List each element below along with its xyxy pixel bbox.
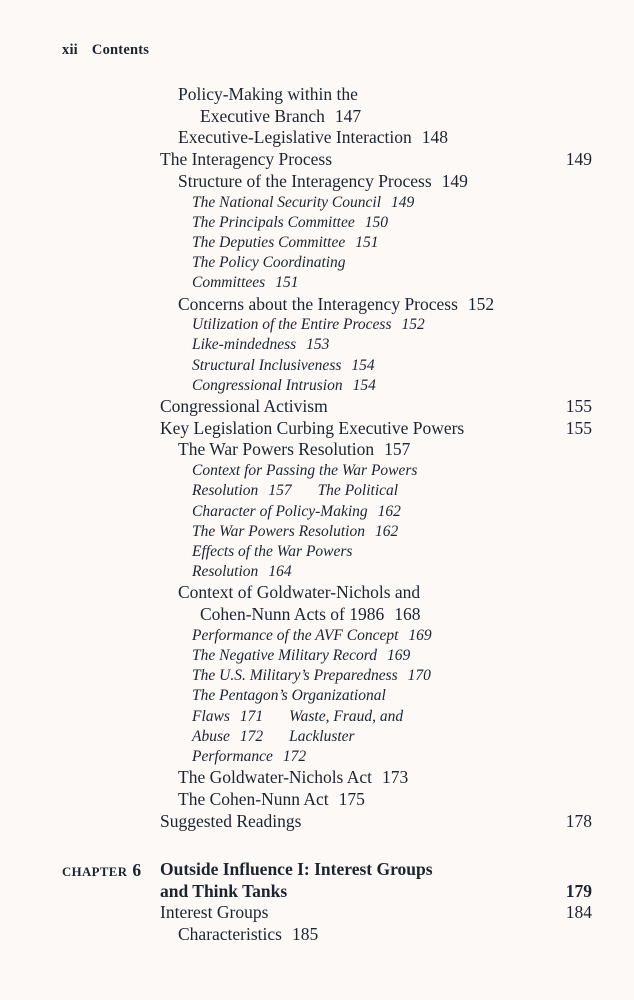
toc-entry-label: The Pentagon’s Organizational [192,687,386,705]
toc-entry-label: The War Powers Resolution [178,439,375,460]
toc-entry-label: The Interagency Process [160,149,333,170]
chapter-subentry-list [62,902,592,945]
chapter-title-text-2: and Think Tanks [160,881,288,902]
toc-entry-page-number: 157 [268,482,292,500]
toc-entry-label: The Principals Committee [192,213,355,231]
toc-entry-label: Characteristics [178,924,282,945]
toc-entry-runin-label: Waste, Fraud, and [289,707,404,725]
toc-entry-page-number: 162 [377,502,401,520]
toc-entry[interactable] [62,193,572,213]
toc-entry[interactable] [62,727,572,747]
toc-entry-label: Abuse [192,727,230,745]
toc-entry-page-number: 149 [441,170,468,191]
toc-entry[interactable] [62,233,572,253]
toc-entry-page-number: 162 [374,522,399,540]
toc-entry[interactable] [62,106,572,128]
toc-entry-label: Interest Groups [160,902,269,923]
toc-entry[interactable] [62,439,572,461]
toc-entry[interactable] [62,767,572,789]
running-head-title: Contents [91,42,150,58]
toc-entry-page-number: 173 [382,767,409,788]
toc-entry-label: Structure of the Interagency Process [178,170,432,191]
toc-entry-label: Key Legislation Curbing Executive Powers [160,417,465,438]
toc-entry-label: Like-mindedness [192,336,297,354]
toc-entry-label: Structural Inclusiveness [192,356,342,374]
toc-entry-page-number: 157 [384,439,411,460]
toc-entry[interactable] [62,810,592,833]
toc-entry[interactable] [62,626,572,646]
toc-entry-label: Context for Passing the War Powers [192,462,418,480]
toc-entry-label: Executive Branch [200,105,325,126]
toc-entry-page-number: 170 [407,667,431,685]
toc-entry-page-number: 172 [282,748,307,765]
toc-entry-page-number: 169 [408,626,432,644]
toc-entry-runin-label: Lackluster [289,727,355,745]
toc-entry[interactable] [62,646,572,666]
toc-entry-label: Congressional Activism [160,396,328,417]
toc-entry[interactable] [62,461,572,481]
chapter-entry-6[interactable] [62,858,592,945]
chapter-page-number: 179 [565,881,592,902]
running-head [62,42,149,59]
toc-entry-label: The National Security Council [192,193,381,211]
chapter-title-line-2 [62,880,592,902]
toc-entry-label: Flaws [192,707,230,725]
toc-entry-page-number: 148 [421,127,448,148]
toc-entry[interactable] [62,604,572,626]
toc-entry-label: Congressional Intrusion [192,376,343,394]
toc-entry-label: Context of Goldwater-Nichols and [178,582,421,603]
toc-entry[interactable] [62,376,572,396]
toc-entry-page-number: 147 [334,105,362,126]
toc-entry-label: Committees [192,274,266,292]
toc-entry-page-number: 149 [391,193,415,211]
toc-entry-page-number: 172 [239,727,264,745]
toc-entry-label: Character of Policy-Making [192,502,368,520]
toc-entry-label: Resolution [192,482,259,500]
chapter-label [62,859,141,883]
toc-entry-page-number: 151 [355,233,379,251]
toc-entry-page-number: 152 [467,293,495,314]
toc-entry-page-number: 153 [306,336,330,354]
toc-entry-label: The Goldwater-Nichols Act [178,767,373,788]
toc-entry[interactable] [62,562,572,582]
toc-entry-label: Cohen-Nunn Acts of 1986 [200,604,385,625]
toc-entry[interactable] [62,396,592,418]
toc-entry-label: The War Powers Resolution [192,522,365,540]
toc-entry-label: Suggested Readings [160,810,302,831]
toc-entry-page-number: 150 [364,213,388,231]
toc-entry-label: Resolution [192,563,259,581]
toc-entry[interactable] [62,666,572,686]
toc-entry-page-number: 164 [268,563,292,581]
toc-entry-label: Utilization of the Entire Process [192,316,392,334]
toc-entry-page-number-column: 149 [565,149,592,170]
toc-entry-label: Performance [192,748,273,765]
toc-entry-page-number: 168 [394,604,421,625]
toc-entry-label: The Deputies Committee [192,233,346,251]
toc-entry[interactable] [62,253,572,273]
chapter-number: 6 [132,860,142,881]
toc-entry[interactable] [62,686,572,706]
toc-entry[interactable] [62,481,572,501]
toc-entry-page-number: 171 [239,707,264,725]
toc-entry[interactable] [62,417,592,440]
toc-entry-list [62,84,592,832]
toc-entry-page-number: 185 [291,924,319,945]
toc-entry[interactable] [62,273,572,293]
toc-entry[interactable] [62,149,592,171]
toc-entry[interactable] [62,902,592,924]
toc-entry-label: Effects of the War Powers [192,542,353,560]
toc-entry-page-number-column: 178 [565,810,592,831]
toc-entry[interactable] [62,294,572,316]
toc-entry-label: The Policy Coordinating [192,254,346,272]
toc-entry-label: The U.S. Military’s Preparedness [192,667,398,685]
toc-entry[interactable] [62,171,572,193]
toc-entry-page-number: 151 [275,274,299,292]
toc-entry[interactable] [62,356,572,376]
toc-entry[interactable] [62,213,572,233]
toc-entry-page-number: 152 [401,316,425,334]
toc-entry-page-number: 154 [352,376,376,394]
toc-entry-page-number: 154 [351,356,375,374]
toc-entry[interactable] [62,84,572,106]
chapter-title-text-1: Outside Influence I: Interest Groups [160,859,433,880]
toc-entry[interactable] [62,315,572,335]
toc-entry[interactable] [62,127,572,149]
toc-entry[interactable] [62,747,572,767]
toc-entry-label: Executive-Legislative Interaction [178,127,412,148]
toc-entry-page-number-column: 155 [565,417,592,438]
toc-entry-page-number-column: 155 [565,396,592,417]
toc-entry-label: Policy-Making within the [178,84,358,104]
toc-entry[interactable] [62,502,572,522]
toc-entry-label: Concerns about the Interagency Process [178,293,458,314]
toc-entry[interactable] [62,582,572,604]
toc-entry[interactable] [62,707,572,727]
toc-entry-label: The Cohen-Nunn Act [178,788,329,809]
toc-entry[interactable] [62,542,572,562]
toc-entry-label: Performance of the AVF Concept [192,626,399,644]
folio-number: xii [62,42,78,58]
toc-entry-page-number: 175 [338,788,365,809]
toc-entry-page-number: 169 [386,646,411,664]
toc-entry-runin-label: The Political [317,482,399,500]
toc-entry-page-number-column: 184 [565,902,592,923]
toc-entry-label: The Negative Military Record [192,646,377,664]
table-of-contents [62,84,592,946]
toc-entry[interactable] [62,335,572,355]
toc-entry[interactable] [62,789,572,811]
toc-entry[interactable] [62,522,572,542]
toc-entry[interactable] [62,924,572,946]
chapter-word: CHAPTER [62,865,128,880]
